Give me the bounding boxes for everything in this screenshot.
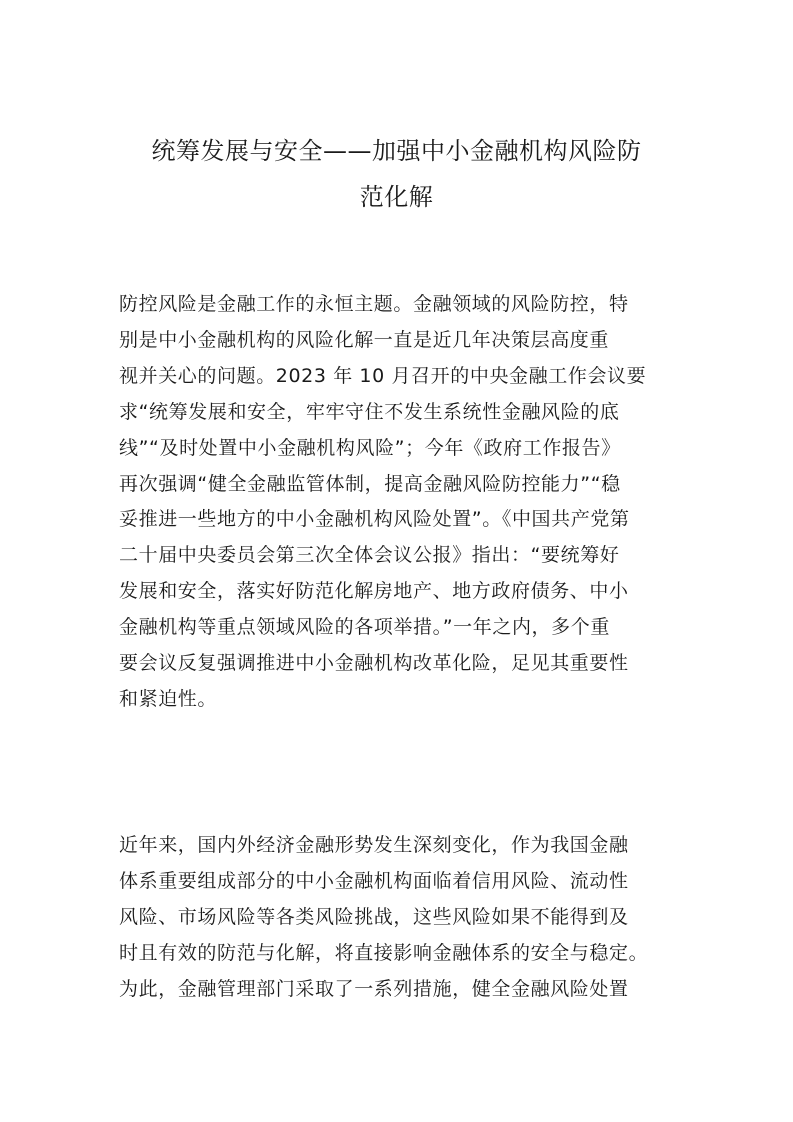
paragraph-line: 求“统筹发展和安全，牢牢守住不发生系统性金融风险的底 <box>119 400 620 423</box>
paragraph-line: 再次强调“健全金融监管体制，提高金融风险防控能力”“稳 <box>119 472 621 495</box>
paragraph-line: 要会议反复强调推进中小金融机构改革化险，足见其重要性 <box>119 652 629 675</box>
paragraph-1 <box>119 287 685 718</box>
paragraph-line: 二十届中央委员会第三次全体会议公报》指出：“要统筹好 <box>119 544 620 567</box>
paragraph-line: 视并关心的问题。2023 年 10 月召开的中央金融工作会议要 <box>119 364 647 387</box>
paragraph-2 <box>119 828 685 1008</box>
paragraph-line: 为此，金融管理部门采取了一系列措施，健全金融风险处置 <box>119 977 629 1000</box>
paragraph-line: 近年来，国内外经济金融形势发生深刻变化，作为我国金融 <box>119 834 629 856</box>
paragraph-line: 妥推进一些地方的中小金融机构风险处置”。《中国共产党第 <box>119 508 630 531</box>
paragraph-line: 时且有效的防范与化解，将直接影响金融体系的安全与稳定。 <box>119 941 649 964</box>
paragraph-line: 发展和安全，落实好防范化解房地产、地方政府债务、中小 <box>119 580 629 603</box>
document-title <box>100 128 693 220</box>
paragraph-line: 金融机构等重点领域风险的各项举措。”一年之内，多个重 <box>119 616 610 639</box>
paragraph-line: 体系重要组成部分的中小金融机构面临着信用风险、流动性 <box>119 869 629 892</box>
paragraph-line: 和紧迫性。 <box>119 687 218 710</box>
paragraph-line: 线”“及时处置中小金融机构风险”；今年《政府工作报告》 <box>119 436 621 459</box>
paragraph-line: 防控风险是金融工作的永恒主题。金融领域的风险防控，特 <box>119 293 629 315</box>
paragraph-line: 风险、市场风险等各类风险挑战，这些风险如果不能得到及 <box>119 905 629 928</box>
title-line-2: 范化解 <box>359 183 434 211</box>
title-line-1: 统筹发展与安全——加强中小金融机构风险防 <box>151 137 642 165</box>
paragraph-line: 别是中小金融机构的风险化解一直是近几年决策层高度重 <box>119 328 610 351</box>
